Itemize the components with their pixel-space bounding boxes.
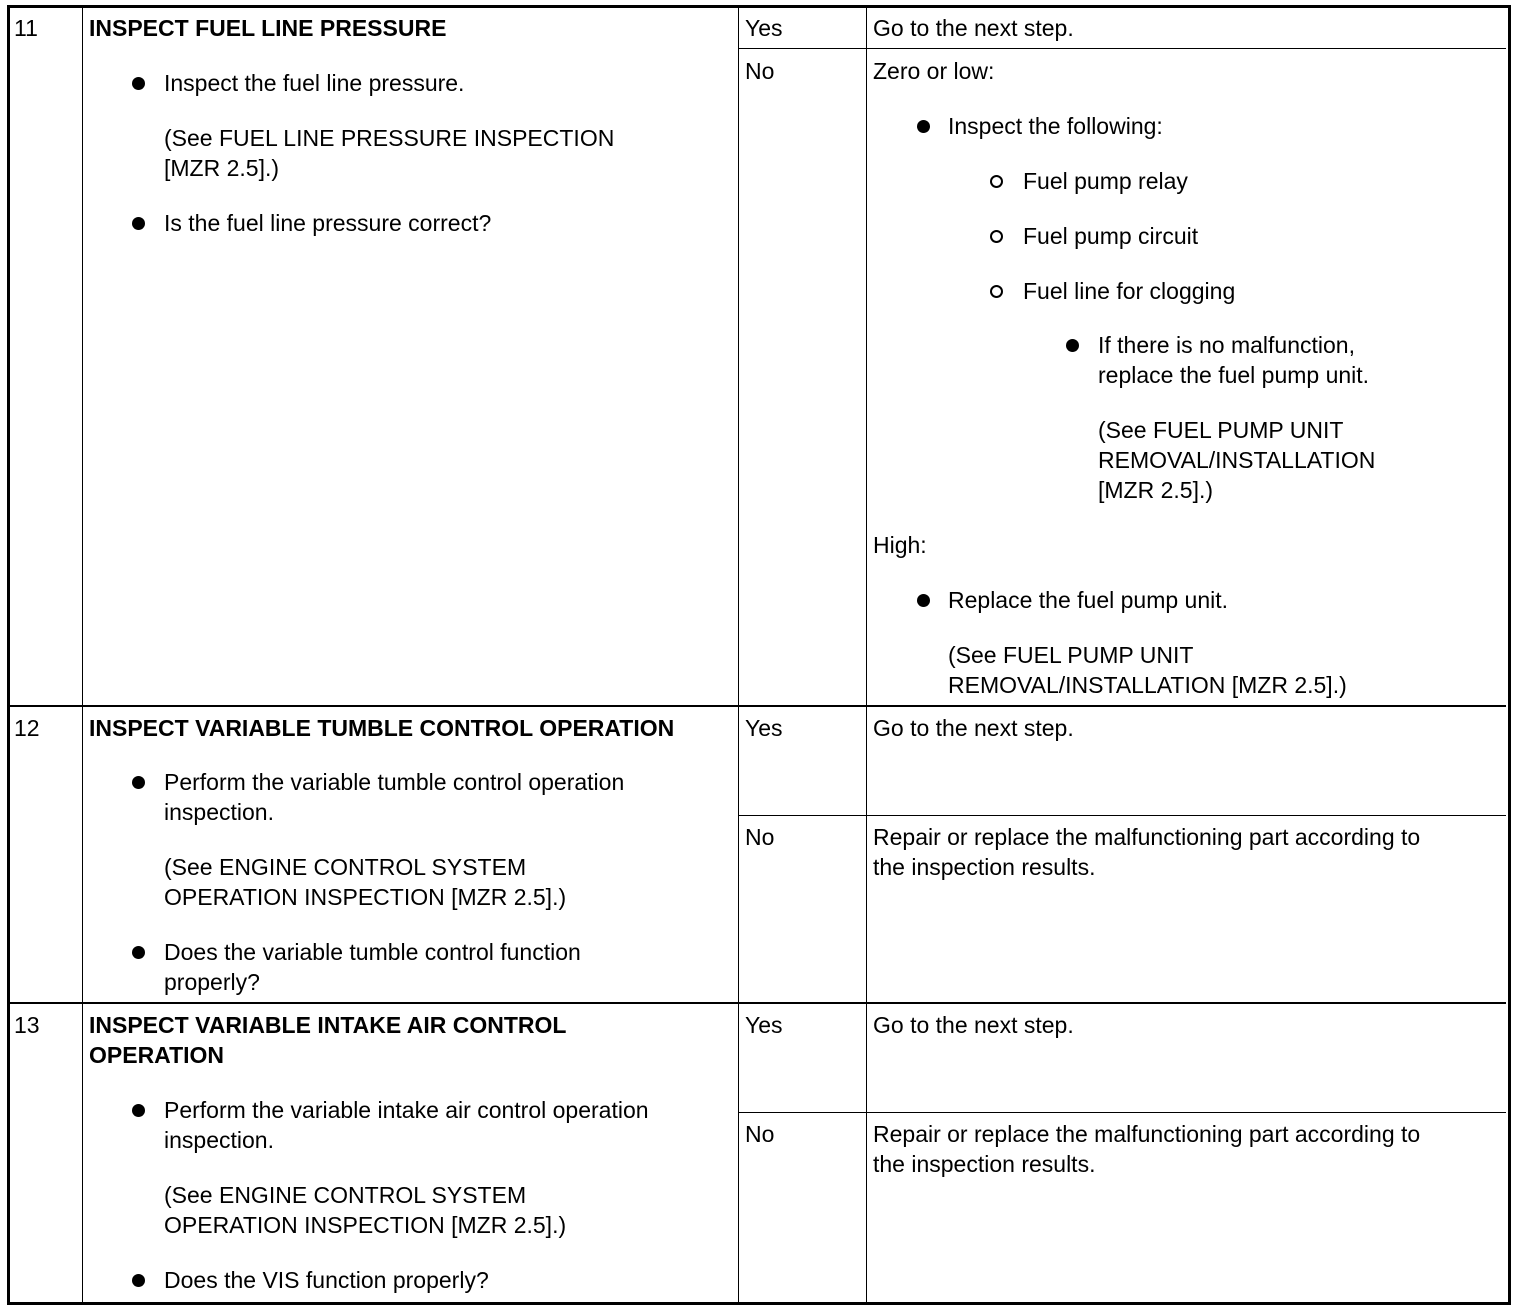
no-action: the inspection results. [873,854,1096,880]
step-question: properly? [164,969,260,995]
inspect-item: Fuel line for clogging [1023,278,1236,304]
no-high-reference: REMOVAL/INSTALLATION [MZR 2.5].) [948,672,1347,698]
col-divider-step [82,8,83,1302]
yes-label: Yes [745,715,783,741]
yes-label: Yes [745,1012,783,1038]
step-instruction: Perform the variable intake air control operation [164,1097,649,1123]
yes-action: Go to the next step. [873,1012,1074,1038]
no-zero-heading: Zero or low: [873,58,995,84]
row-divider-11-12 [8,705,1506,707]
step-reference: [MZR 2.5].) [164,155,280,181]
step-reference: (See FUEL LINE PRESSURE INSPECTION [164,125,615,151]
bullet-icon [132,1274,145,1287]
bullet-icon [1066,339,1079,352]
row-divider-13-yes [738,1112,1506,1113]
sub-bullet-icon [990,285,1003,298]
no-if-reference: REMOVAL/INSTALLATION [1098,447,1376,473]
bullet-icon [132,217,145,230]
bullet-icon [917,120,930,133]
step-title: INSPECT VARIABLE TUMBLE CONTROL OPERATION [89,715,675,741]
step-question: Does the variable tumble control function [164,939,581,965]
bullet-icon [132,776,145,789]
yes-action: Go to the next step. [873,15,1074,41]
col-divider-action [738,8,739,1302]
no-high-heading: High: [873,532,927,558]
bullet-icon [132,1104,145,1117]
step-instruction: inspection. [164,799,274,825]
step-title: INSPECT VARIABLE INTAKE AIR CONTROL [89,1012,567,1038]
sub-bullet-icon [990,175,1003,188]
no-action: Repair or replace the malfunctioning part according to [873,1121,1421,1147]
step-instruction: Perform the variable tumble control operation [164,769,625,795]
no-high-text: Replace the fuel pump unit. [948,587,1229,613]
inspect-item: Fuel pump relay [1023,168,1188,194]
yes-action: Go to the next step. [873,715,1074,741]
step-title: INSPECT FUEL LINE PRESSURE [89,15,447,41]
no-label: No [745,824,775,850]
bullet-icon [917,594,930,607]
step-number: 13 [14,1012,40,1038]
step-instruction: inspection. [164,1127,274,1153]
bullet-icon [132,77,145,90]
no-label: No [745,58,775,84]
yes-label: Yes [745,15,783,41]
no-action: the inspection results. [873,1151,1096,1177]
sub-bullet-icon [990,230,1003,243]
no-if-text: replace the fuel pump unit. [1098,362,1370,388]
step-instruction: Inspect the fuel line pressure. [164,70,465,96]
step-reference: (See ENGINE CONTROL SYSTEM [164,1182,527,1208]
step-number: 12 [14,715,40,741]
step-number: 11 [14,15,38,41]
step-question: Is the fuel line pressure correct? [164,210,492,236]
step-title: OPERATION [89,1042,225,1068]
bullet-icon [132,946,145,959]
no-high-reference: (See FUEL PUMP UNIT [948,642,1194,668]
no-inspect-text: Inspect the following: [948,113,1163,139]
row-divider-11-yes [738,48,1506,49]
col-divider-result [866,8,867,1302]
step-reference: OPERATION INSPECTION [MZR 2.5].) [164,1212,567,1238]
no-if-reference: [MZR 2.5].) [1098,477,1214,503]
inspect-item: Fuel pump circuit [1023,223,1199,249]
no-if-text: If there is no malfunction, [1098,332,1355,358]
no-action: Repair or replace the malfunctioning part according to [873,824,1421,850]
row-divider-12-yes [738,815,1506,816]
no-if-reference: (See FUEL PUMP UNIT [1098,417,1344,443]
step-reference: OPERATION INSPECTION [MZR 2.5].) [164,884,567,910]
step-reference: (See ENGINE CONTROL SYSTEM [164,854,527,880]
no-label: No [745,1121,775,1147]
step-question: Does the VIS function properly? [164,1267,489,1293]
row-divider-12-13 [8,1002,1506,1004]
